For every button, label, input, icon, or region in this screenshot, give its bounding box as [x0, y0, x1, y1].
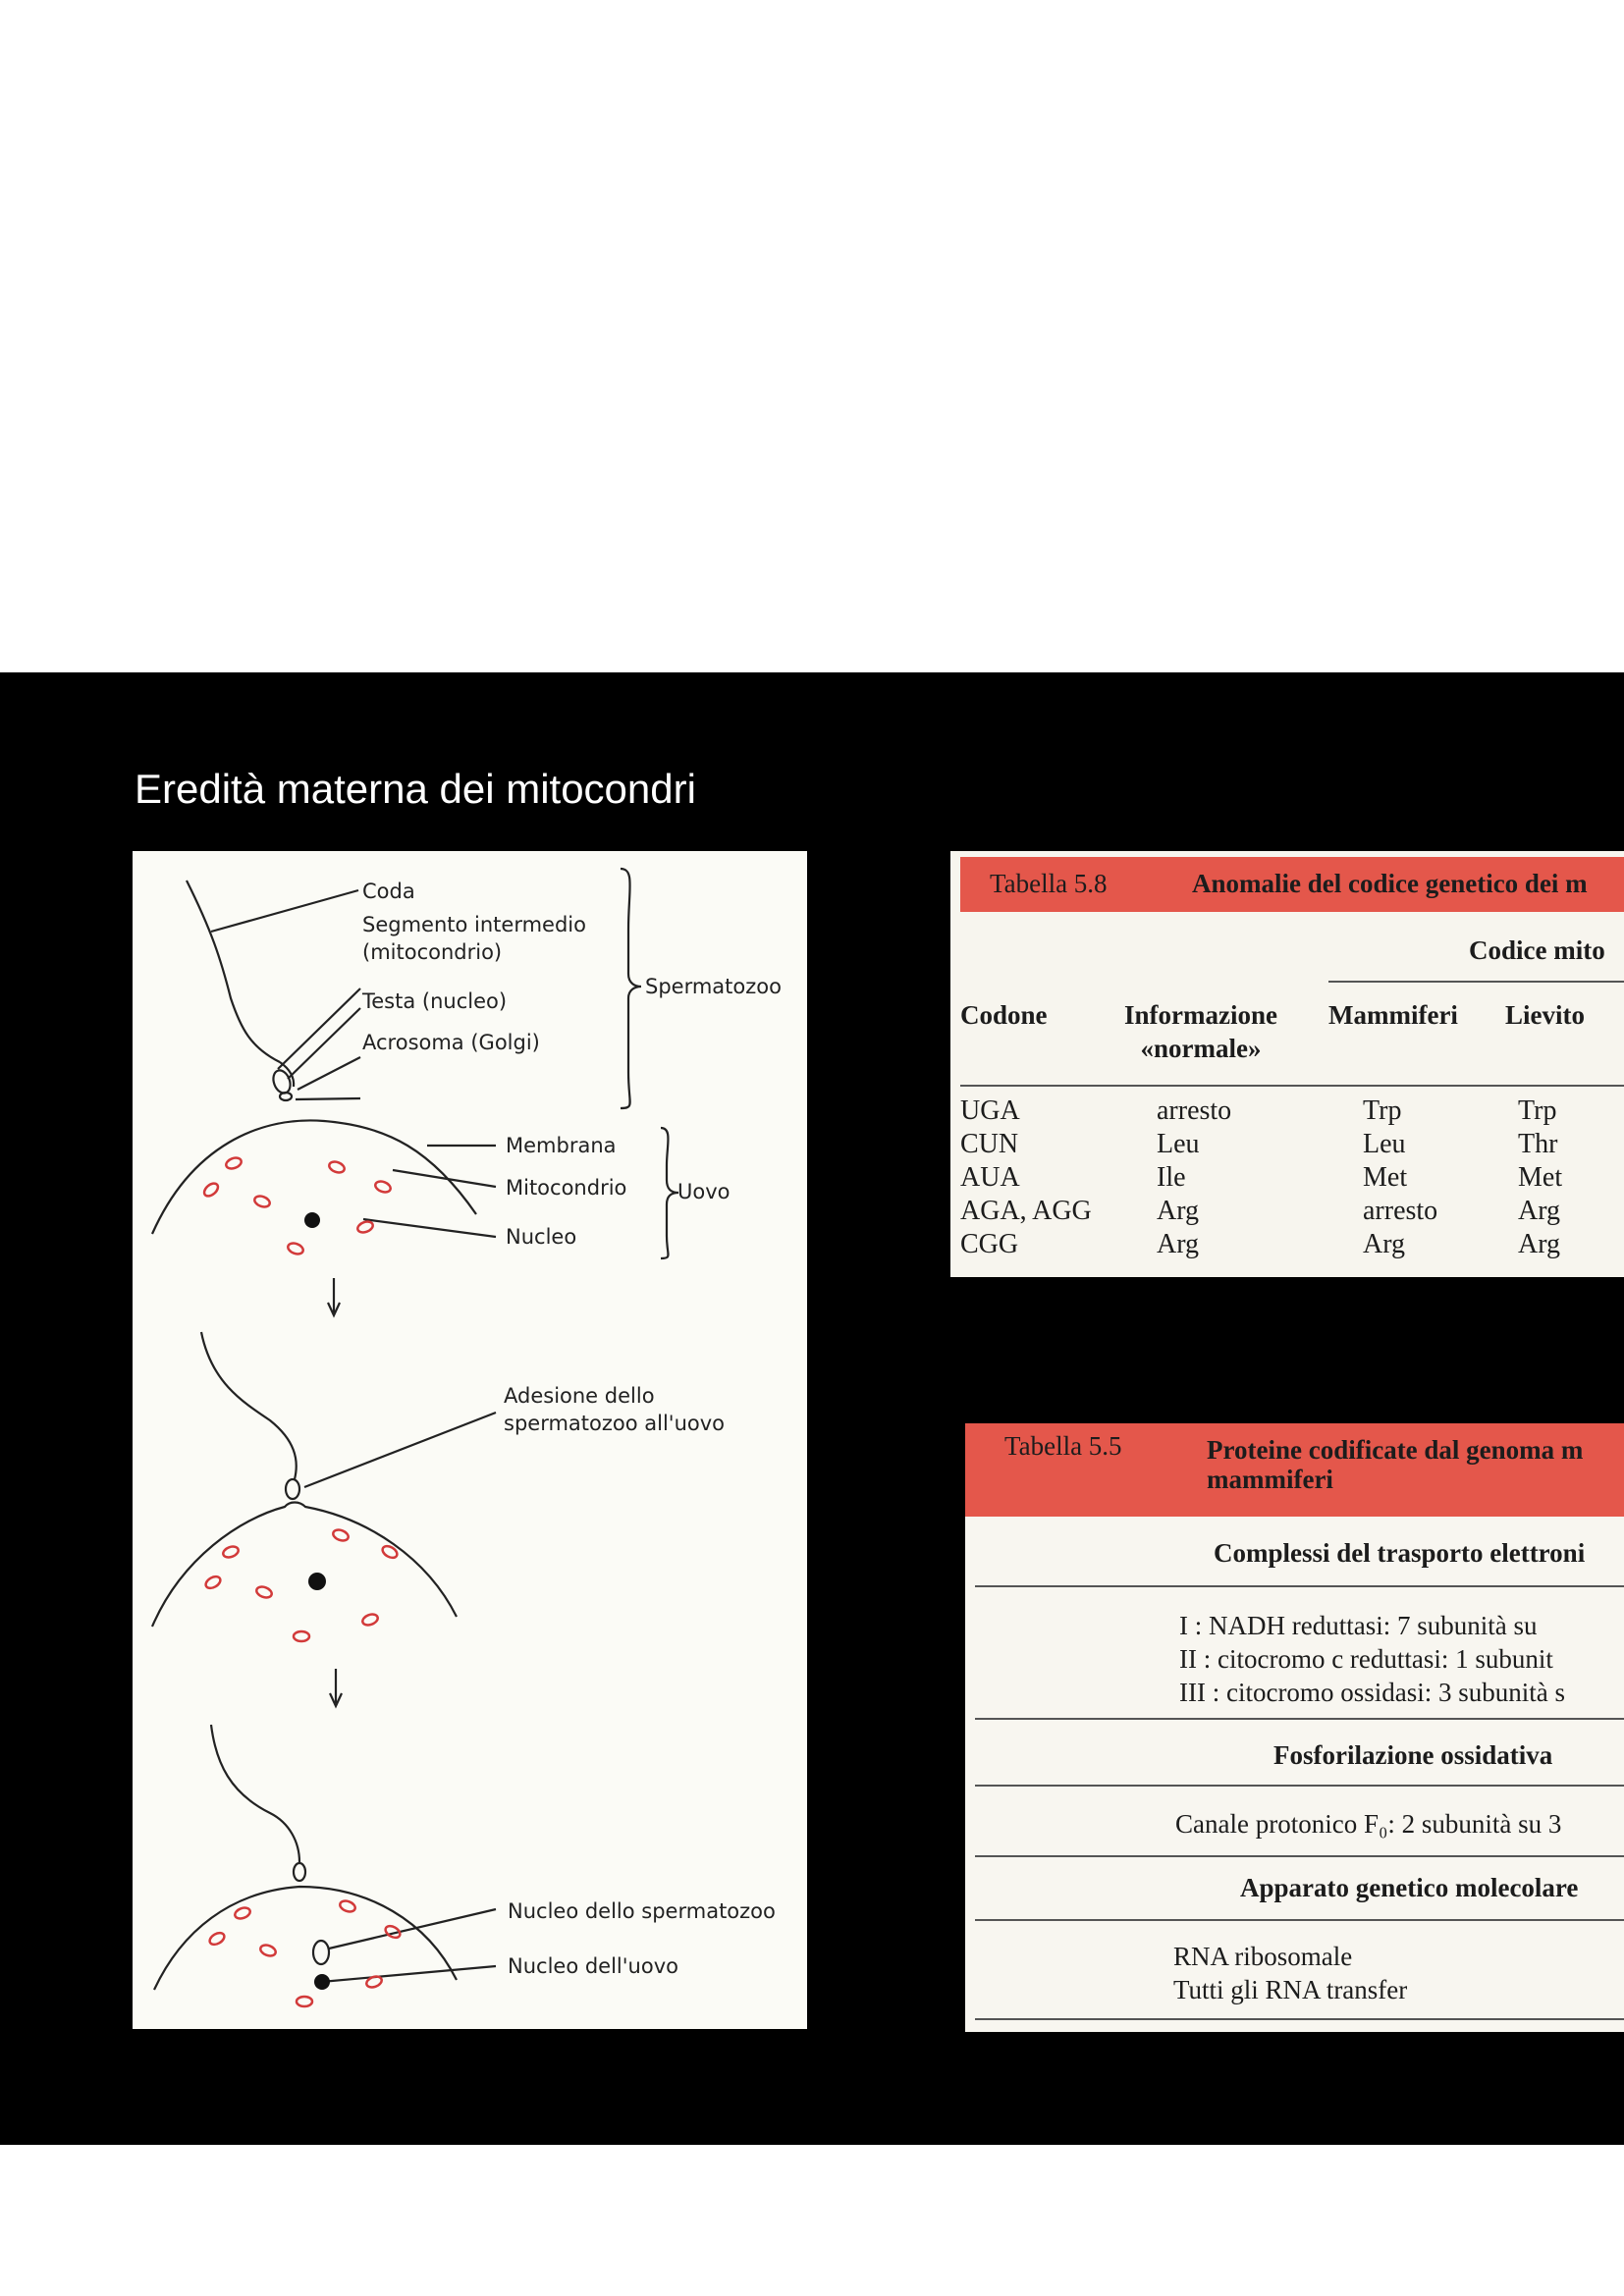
sperm-tail-3 [211, 1725, 299, 1862]
table-cell: UGA [960, 1095, 1020, 1126]
section-heading: Apparato genetico molecolare [1240, 1873, 1579, 1902]
egg-nucleus-2 [308, 1573, 326, 1590]
egg-nucleus-1 [304, 1212, 320, 1228]
table-row: Canale protonico F₀: 2 subunità su 3 [1175, 1809, 1562, 1839]
table-cell: Arg [1518, 1229, 1561, 1259]
table-cell: CUN [960, 1129, 1019, 1159]
table-5-8-group-header: Codice mito [1469, 935, 1605, 965]
table-cell: Ile [1157, 1162, 1186, 1193]
divider [975, 1718, 1624, 1720]
label-adesione-1: Adesione dello [504, 1384, 655, 1408]
label-nucleo-uovo: Nucleo dell'uovo [508, 1954, 678, 1978]
table-cell: Met [1518, 1162, 1563, 1193]
sperm-nucleus-in-egg [313, 1941, 329, 1964]
label-adesione-2: spermatozoo all'uovo [504, 1412, 726, 1435]
sperm-tail-2 [201, 1332, 297, 1479]
egg-membrane-2 [152, 1503, 457, 1628]
label-membrana: Membrana [506, 1134, 617, 1157]
label-testa: Testa (nucleo) [362, 989, 508, 1013]
divider [975, 2018, 1624, 2020]
sperm-tail [187, 881, 280, 1062]
table-cell: Leu [1363, 1129, 1406, 1159]
table-cell: Arg [1157, 1229, 1200, 1259]
table-cell: Trp [1363, 1095, 1402, 1126]
divider [975, 1785, 1624, 1787]
divider [975, 1919, 1624, 1921]
table-row: RNA ribosomale [1173, 1942, 1353, 1971]
table-5-5 [965, 1423, 1624, 2032]
sperm-head-3 [294, 1863, 305, 1881]
col-header: Codone [960, 1000, 1048, 1030]
table-5-5-title-1: Proteine codificate dal genoma m [1207, 1435, 1584, 1465]
table-cell: Leu [1157, 1129, 1200, 1159]
label-coda: Coda [362, 880, 415, 903]
table-cell: Met [1363, 1162, 1408, 1193]
table-5-8-number: Tabella 5.8 [990, 869, 1108, 898]
table-row: Tutti gli RNA transfer [1173, 1975, 1408, 2004]
table-cell: AUA [960, 1162, 1020, 1193]
table-5-5-header-bar [965, 1423, 1624, 1517]
table-5-8-title: Anomalie del codice genetico dei m [1192, 869, 1588, 898]
section-heading: Complessi del trasporto elettroni [1214, 1538, 1586, 1568]
slide [0, 672, 1624, 2145]
table-row: I : NADH reduttasi: 7 subunità su [1179, 1611, 1538, 1640]
divider [1328, 981, 1624, 983]
col-header: Informazione «normale» [1124, 1000, 1277, 1063]
table-cell: arresto [1157, 1095, 1232, 1126]
label-uovo: Uovo [677, 1180, 731, 1203]
table-cell: Arg [1363, 1229, 1406, 1259]
egg-nucleus-3 [314, 1974, 330, 1990]
table-cell: Trp [1518, 1095, 1557, 1126]
table-5-5-title-2: mammiferi [1207, 1465, 1333, 1494]
table-row: II : citocromo c reduttasi: 1 subunit [1179, 1644, 1553, 1674]
sperm-head-2 [286, 1479, 299, 1499]
col-header: Mammiferi [1328, 1000, 1458, 1030]
divider [975, 1855, 1624, 1857]
label-spermatozoo: Spermatozoo [645, 975, 782, 998]
divider [975, 1585, 1624, 1587]
label-nucleo-spermatozoo: Nucleo dello spermatozoo [508, 1899, 776, 1923]
table-cell: Arg [1518, 1196, 1561, 1226]
label-nucleo: Nucleo [506, 1225, 577, 1249]
col-header: Lievito [1505, 1000, 1585, 1030]
label-segmento-2: (mitocondrio) [362, 940, 503, 964]
slide-title: Eredità materna dei mitocondri [135, 766, 696, 812]
label-segmento-1: Segmento intermedio [362, 913, 586, 936]
figure-drawing [133, 851, 807, 2029]
table-cell: AGA, AGG [960, 1196, 1092, 1226]
table-5-8-header-bar [960, 857, 1624, 912]
section-heading: Fosforilazione ossidativa [1273, 1740, 1553, 1770]
table-cell: arresto [1363, 1196, 1438, 1226]
mitochondria-inheritance-figure [133, 851, 807, 2029]
table-row: III : citocromo ossidasi: 3 subunità s [1179, 1678, 1565, 1707]
label-acrosoma: Acrosoma (Golgi) [362, 1031, 540, 1054]
table-cell: Thr [1518, 1129, 1558, 1159]
label-mitocondrio: Mitocondrio [506, 1176, 627, 1200]
table-cell: Arg [1157, 1196, 1200, 1226]
divider [960, 1085, 1624, 1087]
table-5-5-number: Tabella 5.5 [1004, 1431, 1122, 1461]
table-5-8 [950, 851, 1624, 1277]
table-cell: CGG [960, 1229, 1019, 1259]
